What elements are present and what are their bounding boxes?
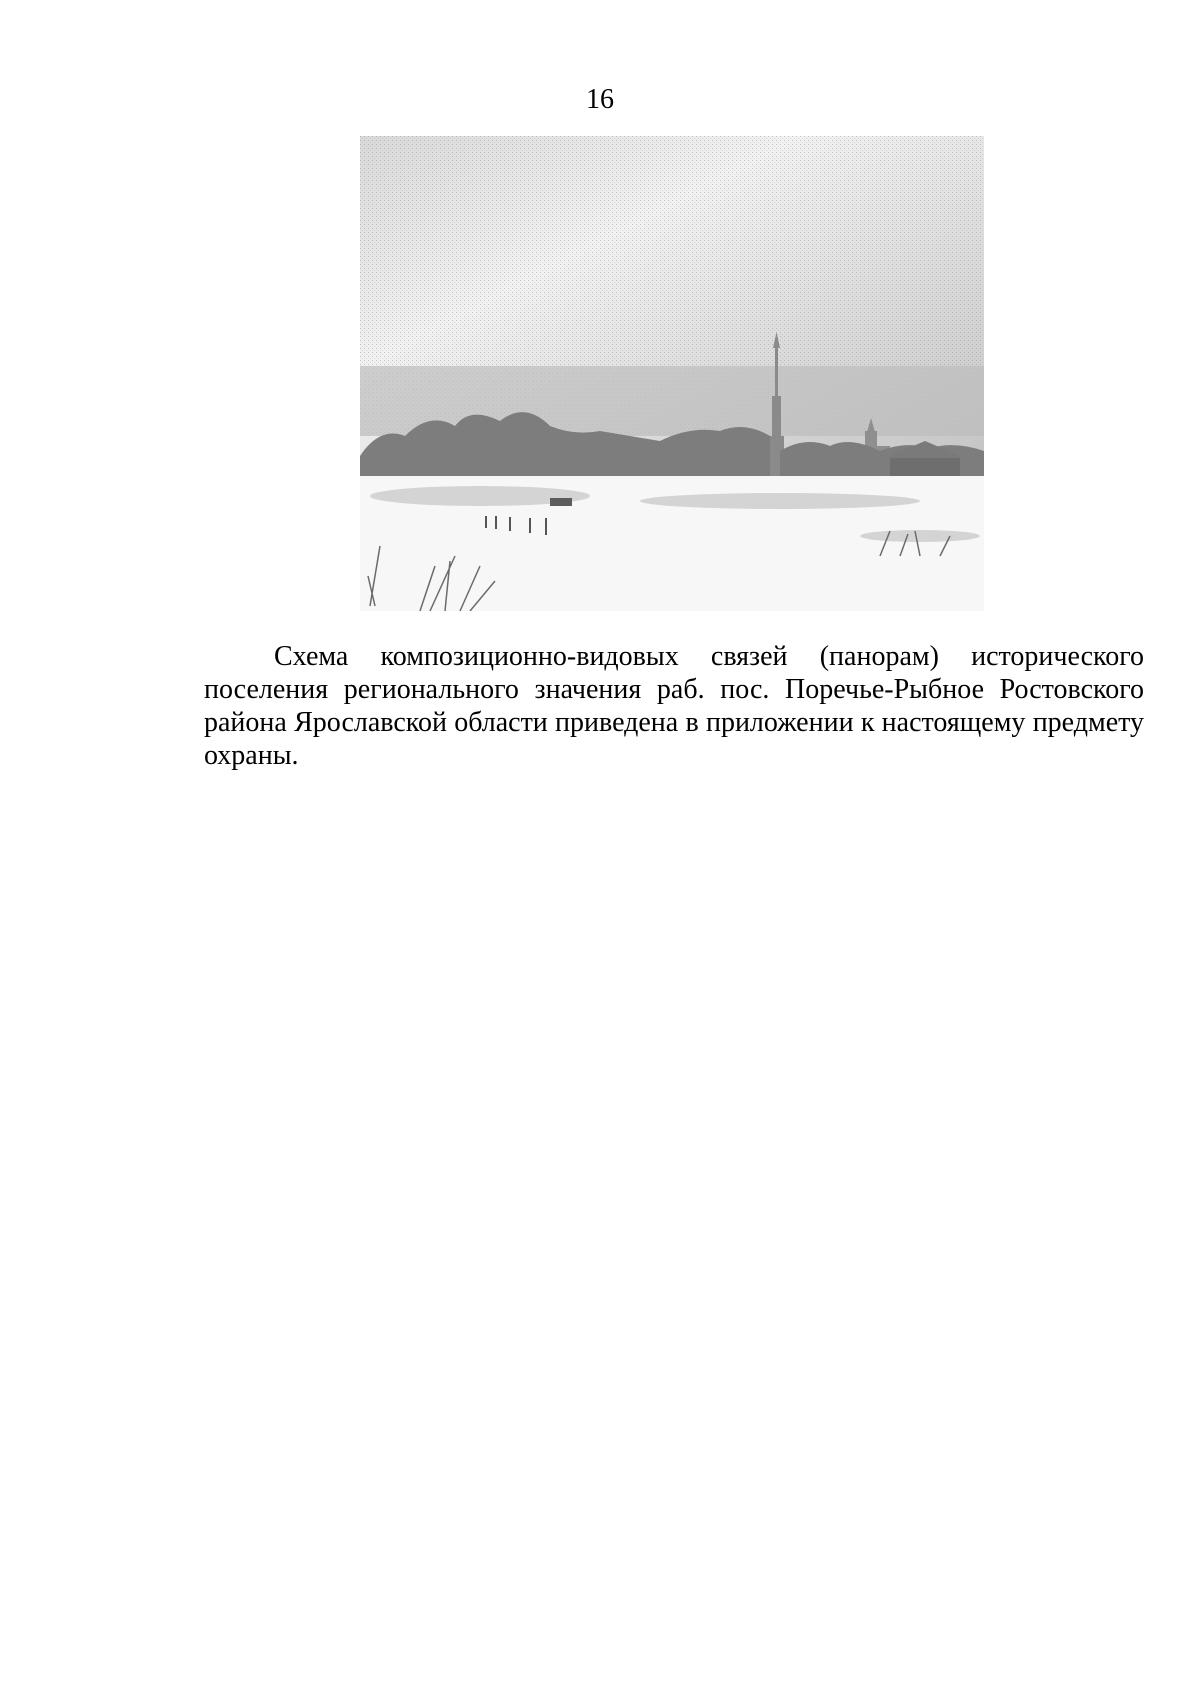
landscape-photo <box>360 136 984 611</box>
body-paragraph: Схема композиционно-видовых связей (панорам) исторического поселения регионального значения раб. пос. Поречье-Рыбное Ростовского района Ярославской области приведена в приложении к настоящему предмету охраны. <box>204 641 1144 771</box>
page-number: 16 <box>586 84 614 115</box>
